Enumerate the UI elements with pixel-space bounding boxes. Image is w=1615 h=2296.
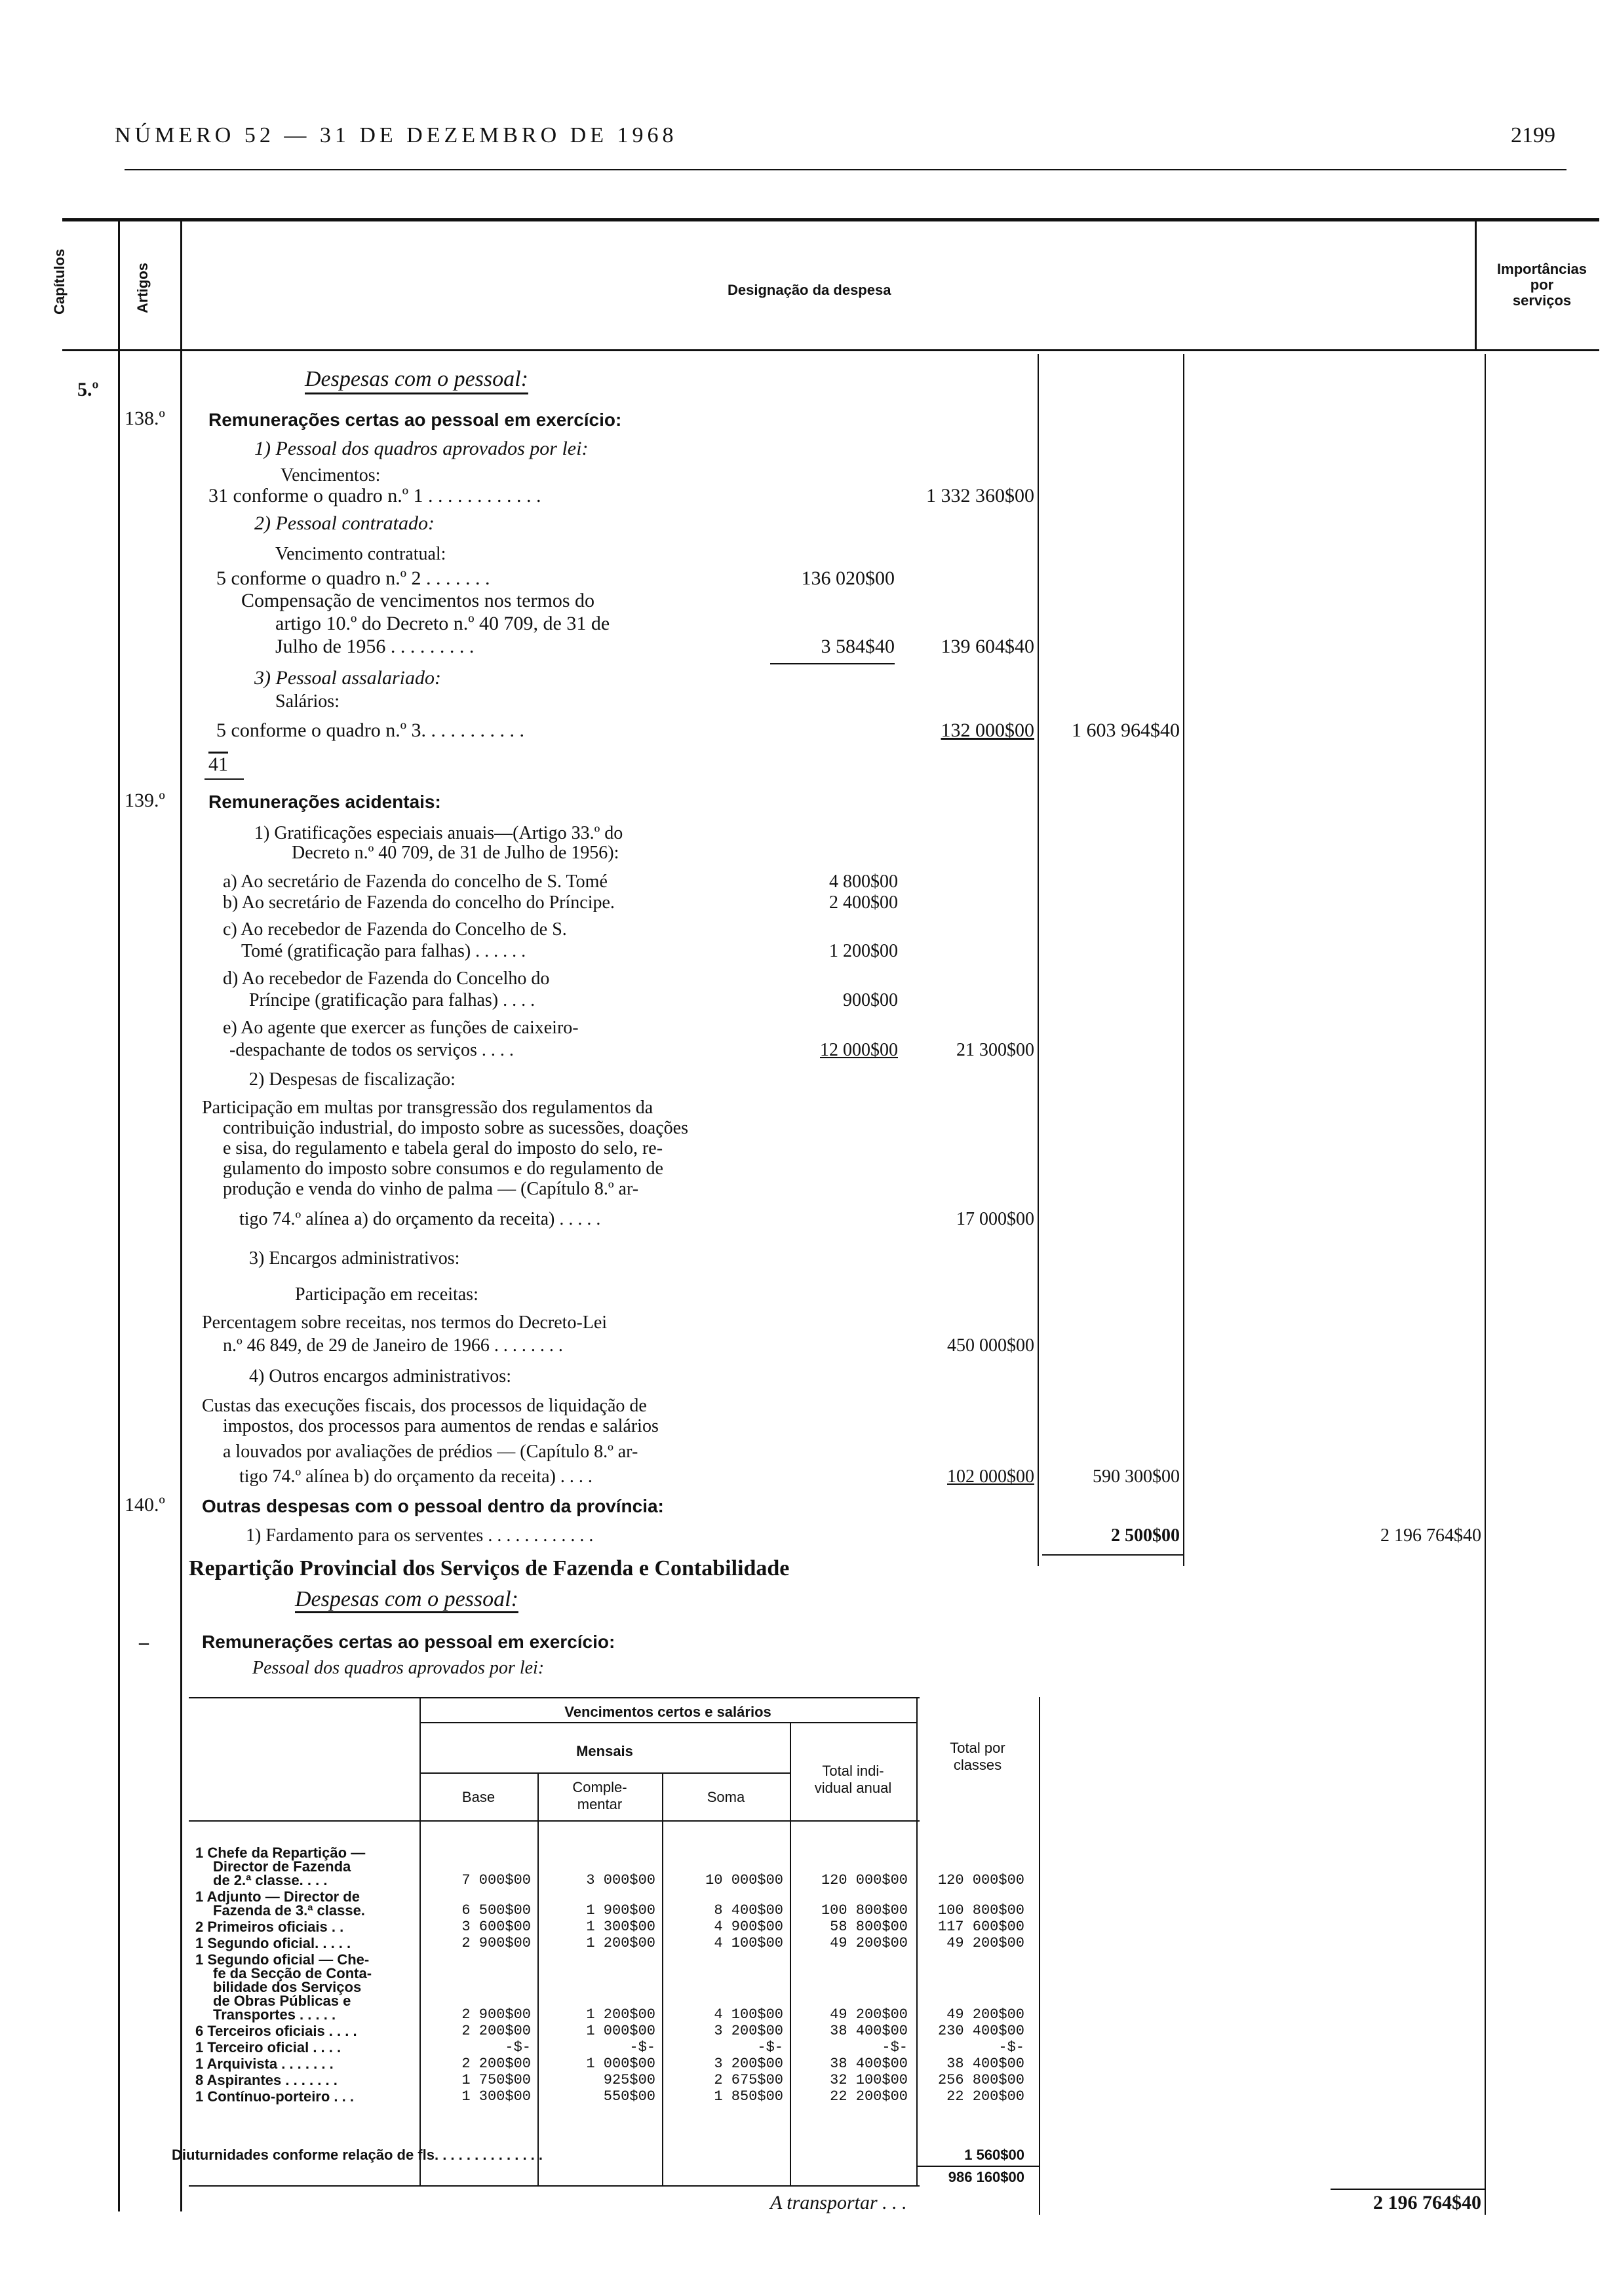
staff-col-header-anual: Total indi- vidual anual — [814, 1763, 892, 1796]
text-line: Participação em multas por transgressão dos regulamentos da — [202, 1098, 653, 1118]
subheading: 3) Encargos administrativos: — [249, 1248, 460, 1269]
chapter-dash: – — [139, 1632, 149, 1653]
table-cell-classes: 120 000$00 — [937, 1872, 1024, 1888]
amount: 3 584$40 — [821, 636, 895, 657]
section-rule — [1042, 1554, 1183, 1556]
subheading: 3) Pessoal assalariado: — [254, 667, 441, 689]
table-cell-anual: 32 100$00 — [830, 2072, 908, 2088]
col-header-artigos: Artigos — [134, 263, 151, 313]
text-line: Percentagem sobre receitas, nos termos do Decreto-Lei — [202, 1312, 608, 1333]
header-rule — [125, 169, 1566, 170]
subheading: Pessoal dos quadros aprovados por lei: — [252, 1658, 545, 1678]
staff-count: 41 — [208, 754, 228, 775]
article-total: 590 300$00 — [1093, 1466, 1180, 1487]
page-title: NÚMERO 52 — 31 DE DEZEMBRO DE 1968 — [115, 123, 678, 147]
line-item: d) Ao recebedor de Fazenda do Concelho do — [223, 968, 550, 989]
amount: 21 300$00 — [956, 1040, 1034, 1060]
label: Salários: — [275, 691, 340, 712]
table-row-label: 1 Terceiro oficial . . . . — [195, 2039, 341, 2056]
table-cell-anual: 38 400$00 — [830, 2023, 908, 2039]
table-cell-anual: 49 200$00 — [830, 2006, 908, 2023]
table-row-label: Fazenda de 3.ª classe. — [213, 1902, 365, 1919]
subheading: 2) Despesas de fiscalização: — [249, 1069, 456, 1090]
table-cell-comp: -$- — [629, 2039, 655, 2056]
table-cell-soma: 3 200$00 — [714, 2056, 783, 2072]
table-cell-anual: 49 200$00 — [830, 1935, 908, 1951]
table-cell-soma: 4 100$00 — [714, 1935, 783, 1951]
table-row-label: Director de Fazenda — [213, 1858, 351, 1875]
staff-col-rule — [1039, 1697, 1040, 2215]
text-line: Decreto n.º 40 709, de 31 de Julho de 1956): — [292, 843, 619, 863]
page-number: 2199 — [1511, 123, 1555, 147]
table-cell-classes: 22 200$00 — [946, 2088, 1024, 2105]
amount: 139 604$40 — [941, 636, 1034, 657]
col-rule-artigos — [180, 220, 182, 2211]
table-cell-comp: 1 300$00 — [586, 1919, 655, 1935]
amount: 102 000$00 — [947, 1466, 1034, 1487]
table-row-label: fe da Secção de Conta- — [213, 1965, 372, 1981]
table-cell-soma: 10 000$00 — [705, 1872, 783, 1888]
table-cell-soma: 8 400$00 — [714, 1902, 783, 1919]
table-cell-comp: 3 000$00 — [586, 1872, 655, 1888]
amount: 12 000$00 — [820, 1040, 898, 1060]
line-item: Príncipe (gratificação para falhas) . . . . — [249, 990, 535, 1010]
amount: 2 500$00 — [1111, 1525, 1180, 1546]
subtotal-rule — [770, 663, 895, 664]
table-cell-comp: 925$00 — [603, 2072, 655, 2088]
table-cell-classes: 38 400$00 — [946, 2056, 1024, 2072]
amount: 900$00 — [843, 990, 898, 1010]
line-item: 5 conforme o quadro n.º 3. . . . . . . . . . . — [216, 719, 525, 741]
table-row-label: 2 Primeiros oficiais . . — [195, 1919, 344, 1935]
table-cell-classes: 49 200$00 — [946, 1935, 1024, 1951]
article-number: 139.º — [125, 790, 165, 811]
table-cell-base: 3 600$00 — [461, 1919, 531, 1935]
table-row-label: 6 Terceiros oficiais . . . . — [195, 2023, 357, 2039]
table-cell-anual: 58 800$00 — [830, 1919, 908, 1935]
table-cell-base: 2 200$00 — [461, 2023, 531, 2039]
staff-col-header-classes: Total por classes — [950, 1740, 1005, 1773]
table-cell-classes: 256 800$00 — [937, 2072, 1024, 2088]
table-cell-anual: 120 000$00 — [821, 1872, 908, 1888]
amount: 17 000$00 — [956, 1209, 1034, 1229]
col-rule-value3 — [1485, 354, 1486, 2215]
transport-amount: 2 196 764$40 — [1373, 2192, 1481, 2213]
amount: 132 000$00 — [941, 719, 1034, 741]
count-rule — [204, 778, 244, 780]
chapter-number: 5.º — [77, 379, 99, 400]
table-cell-base: -$- — [505, 2039, 531, 2056]
table-row-label: de 2.ª classe. . . . — [213, 1872, 328, 1888]
line-item: 31 conforme o quadro n.º 1 . . . . . . . . . . . . — [208, 485, 541, 507]
staff-col-header-soma: Soma — [707, 1789, 745, 1805]
table-cell-base: 2 200$00 — [461, 2056, 531, 2072]
table-cell-classes: 49 200$00 — [946, 2006, 1024, 2023]
amount: 136 020$00 — [801, 567, 895, 589]
staff-col-header-complementar: Comple- mentar — [572, 1779, 627, 1812]
label: Vencimento contratual: — [275, 544, 446, 564]
staff-col-rule — [537, 1772, 539, 2185]
table-row-label: 1 Contínuo-porteiro . . . — [195, 2088, 354, 2105]
table-cell-comp: 1 200$00 — [586, 2006, 655, 2023]
transport-rule — [1331, 2189, 1485, 2190]
text-line: 1) Gratificações especiais anuais—(Artigo 33.º do — [254, 823, 623, 843]
staff-subheader-rule — [419, 1722, 918, 1723]
table-cell-anual: 100 800$00 — [821, 1902, 908, 1919]
text-line: produção e venda do vinho de palma — (Capítulo 8.º ar- — [223, 1179, 639, 1199]
diuturnidades-line: Diuturnidades conforme relação de fls. . . . . . . . . . . . . . — [172, 2147, 543, 2163]
col-header-capitulos: Capítulos — [51, 248, 68, 315]
staff-header-bottom — [189, 1820, 920, 1822]
col-rule-value1 — [1038, 354, 1039, 1566]
subheading: Remunerações certas ao pessoal em exercício: — [202, 1632, 615, 1652]
text-line: contribuição industrial, do imposto sobre as sucessões, doações — [223, 1118, 688, 1138]
amount: 2 400$00 — [829, 892, 898, 913]
table-cell-classes: 230 400$00 — [937, 2023, 1024, 2039]
text-line: a louvados por avaliações de prédios — (Capítulo 8.º ar- — [223, 1442, 638, 1462]
text-line: tigo 74.º alínea b) do orçamento da receita) . . . . — [239, 1466, 593, 1487]
table-row-label: Transportes . . . . . — [213, 2006, 336, 2023]
table-top-rule — [62, 218, 1599, 221]
line-item: c) Ao recebedor de Fazenda do Concelho de S. — [223, 919, 567, 940]
amount: 450 000$00 — [947, 1335, 1034, 1356]
table-cell-soma: 1 850$00 — [714, 2088, 783, 2105]
table-cell-comp: 1 000$00 — [586, 2056, 655, 2072]
table-cell-soma: 4 100$00 — [714, 2006, 783, 2023]
service-total: 2 196 764$40 — [1380, 1525, 1481, 1546]
staff-col-header-base: Base — [461, 1789, 496, 1805]
table-cell-base: 2 900$00 — [461, 1935, 531, 1951]
text-line: e sisa, do regulamento e tabela geral do imposto do selo, re- — [223, 1138, 663, 1158]
table-header-rule — [62, 349, 1599, 351]
transport-label: A transportar . . . — [770, 2192, 907, 2213]
section-title: Repartição Provincial dos Serviços de Fazenda e Contabilidade — [189, 1556, 790, 1580]
line-item: -despachante de todos os serviços . . . . — [229, 1040, 514, 1060]
line-item: 1) Fardamento para os serventes . . . . . . . . . . . . — [246, 1525, 594, 1546]
table-cell-soma: 2 675$00 — [714, 2072, 783, 2088]
amount: 1 200$00 — [829, 941, 898, 961]
col-header-importancias-2: por — [1530, 277, 1554, 293]
table-cell-comp: 1 000$00 — [586, 2023, 655, 2039]
table-cell-soma: 4 900$00 — [714, 1919, 783, 1935]
table-cell-comp: 550$00 — [603, 2088, 655, 2105]
text-line: artigo 10.º do Decreto n.º 40 709, de 31 de — [275, 613, 610, 634]
text-line: Julho de 1956 . . . . . . . . . — [275, 636, 475, 657]
table-cell-classes: -$- — [998, 2039, 1024, 2056]
text-line: Compensação de vencimentos nos termos do — [241, 590, 595, 611]
table-row-label: 1 Adjunto — Director de — [195, 1888, 360, 1905]
text-line: tigo 74.º alínea a) do orçamento da receita) . . . . . — [239, 1209, 601, 1229]
table-cell-comp: 1 200$00 — [586, 1935, 655, 1951]
amount: 986 160$00 — [948, 2169, 1024, 2185]
article-title: Remunerações certas ao pessoal em exercício: — [208, 410, 622, 430]
col-header-importancias-3: serviços — [1512, 292, 1572, 309]
label: Vencimentos: — [281, 465, 381, 486]
text-line: n.º 46 849, de 29 de Janeiro de 1966 . . . . . . . . — [223, 1335, 563, 1356]
section-heading: Despesas com o pessoal: — [305, 367, 528, 391]
table-cell-comp: 1 900$00 — [586, 1902, 655, 1919]
article-title: Remunerações acidentais: — [208, 792, 441, 812]
table-cell-classes: 117 600$00 — [937, 1919, 1024, 1935]
table-cell-soma: -$- — [757, 2039, 783, 2056]
staff-col-rule — [662, 1772, 663, 2185]
table-cell-soma: 3 200$00 — [714, 2023, 783, 2039]
section-heading: Despesas com o pessoal: — [295, 1587, 518, 1611]
amount: 4 800$00 — [829, 871, 898, 892]
table-cell-anual: -$- — [882, 2039, 908, 2056]
table-cell-base: 7 000$00 — [461, 1872, 531, 1888]
table-row-label: 1 Arquivista . . . . . . . — [195, 2056, 334, 2072]
staff-subheader-rule — [419, 1772, 790, 1774]
staff-mensais-header: Mensais — [576, 1743, 633, 1759]
text-line: Custas das execuções fiscais, dos processos de liquidação de — [202, 1396, 647, 1416]
col-rule-designacao — [1475, 220, 1477, 351]
staff-group-header: Vencimentos certos e salários — [564, 1704, 771, 1720]
line-item: a) Ao secretário de Fazenda do concelho de S. Tomé — [223, 871, 608, 892]
table-cell-classes: 100 800$00 — [937, 1902, 1024, 1919]
line-item: b) Ao secretário de Fazenda do concelho do Príncipe. — [223, 892, 615, 913]
table-row-label: 8 Aspirantes . . . . . . . — [195, 2072, 338, 2088]
staff-table-bottom — [189, 2185, 920, 2187]
staff-table-top — [189, 1697, 920, 1698]
col-rule-capitulos — [118, 220, 120, 2211]
amount: 1 560$00 — [964, 2147, 1024, 2163]
article-total: 1 603 964$40 — [1072, 719, 1180, 741]
label: Participação em receitas: — [295, 1284, 478, 1305]
subheading: 2) Pessoal contratado: — [254, 512, 435, 534]
table-row-label: 1 Chefe da Repartição — — [195, 1845, 366, 1861]
sum-rule — [918, 2166, 1039, 2167]
amount: 1 332 360$00 — [926, 485, 1034, 507]
text-line: gulamento do imposto sobre consumos e do regulamento de — [223, 1158, 663, 1179]
table-row-label: 1 Segundo oficial — Che- — [195, 1951, 370, 1968]
table-cell-anual: 22 200$00 — [830, 2088, 908, 2105]
col-rule-value2 — [1183, 354, 1184, 1566]
col-header-designacao: Designação da despesa — [728, 282, 891, 298]
table-cell-base: 1 300$00 — [461, 2088, 531, 2105]
table-cell-base: 2 900$00 — [461, 2006, 531, 2023]
col-header-importancias-1: Importâncias — [1497, 261, 1587, 277]
table-cell-base: 6 500$00 — [461, 1902, 531, 1919]
line-item: Tomé (gratificação para falhas) . . . . . . — [241, 941, 526, 961]
article-number: 138.º — [125, 408, 165, 429]
line-item: e) Ao agente que exercer as funções de caixeiro- — [223, 1018, 579, 1038]
article-number: 140.º — [125, 1494, 165, 1516]
line-item: 5 conforme o quadro n.º 2 . . . . . . . — [216, 567, 490, 589]
table-row-label: bilidade dos Serviços — [213, 1979, 362, 1995]
table-cell-anual: 38 400$00 — [830, 2056, 908, 2072]
article-title: Outras despesas com o pessoal dentro da província: — [202, 1496, 664, 1516]
subheading: 4) Outros encargos administrativos: — [249, 1366, 511, 1387]
text-line: impostos, dos processos para aumentos de rendas e salários — [223, 1416, 659, 1436]
table-row-label: 1 Segundo oficial. . . . . — [195, 1935, 351, 1951]
table-row-label: de Obras Públicas e — [213, 1993, 351, 2009]
table-cell-base: 1 750$00 — [461, 2072, 531, 2088]
subheading: 1) Pessoal dos quadros aprovados por lei: — [254, 438, 589, 459]
